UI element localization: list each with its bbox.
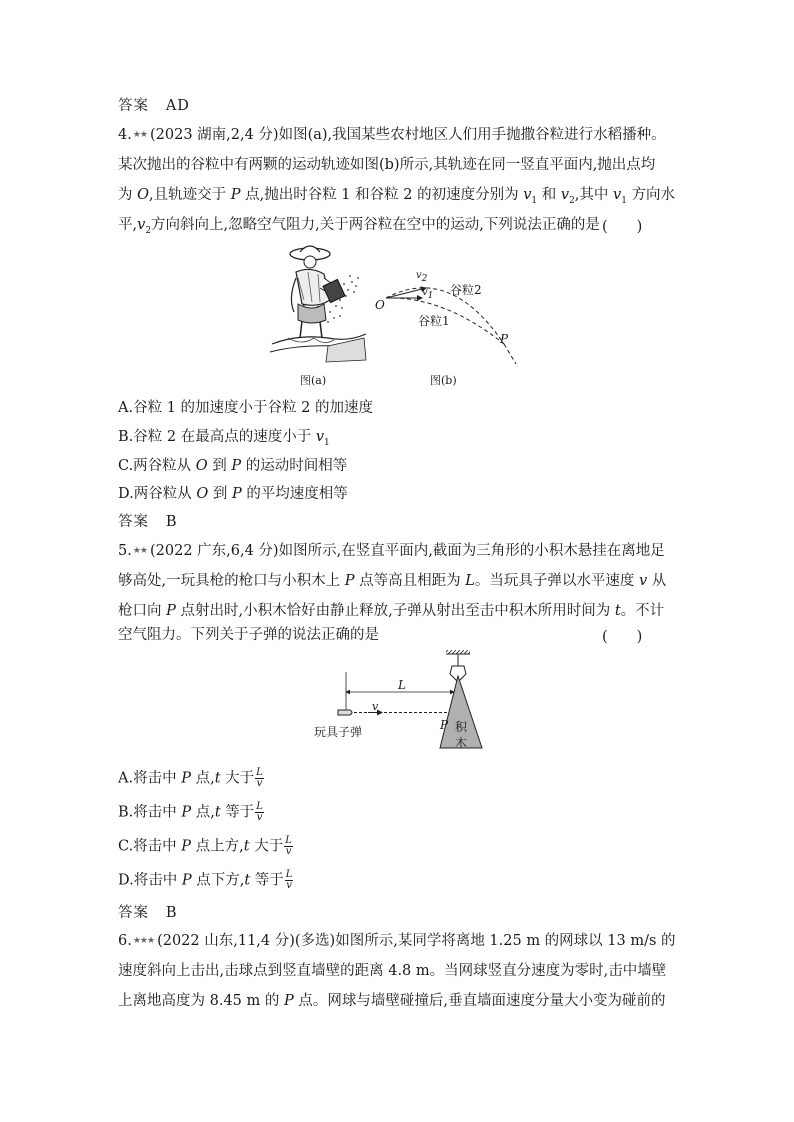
q4-option-b: [118, 427, 330, 453]
text: 方向水: [631, 187, 676, 203]
var-P: P: [344, 573, 355, 589]
var-L: L: [465, 573, 475, 589]
question-text: 速度斜向上击出,击球点到竖直墙壁的距离 4.8 m。当网球竖直分速度为零时,击中墙壁: [118, 963, 667, 979]
subscript: 1: [621, 195, 627, 206]
subscript: 1: [427, 291, 434, 301]
var-O: O: [195, 458, 208, 474]
figure-a-caption: 图(a): [300, 374, 327, 387]
denominator: v: [285, 846, 292, 857]
option-text: D.两谷粒从: [118, 486, 192, 502]
figure-b-label-grain1: 谷粒1: [418, 314, 450, 328]
subscript: 2: [569, 195, 575, 206]
answer-label: 答案: [118, 514, 149, 530]
text: 上离地高度为 8.45 m 的: [118, 993, 280, 1009]
option-text: 点上方,: [195, 838, 244, 855]
answer-value: B: [165, 905, 178, 921]
var-P: P: [230, 187, 241, 203]
question-text: 如图(a),我国某些农村地区人们用手抛撒谷粒进行水稻播种。: [278, 127, 666, 143]
var-t: t: [244, 872, 251, 889]
q5-line4: [118, 625, 379, 645]
text: 够高处,一玩具枪的枪口与小积木上: [118, 573, 341, 589]
question-number: 4.: [118, 127, 132, 143]
text: 平,: [118, 217, 138, 233]
var-P: P: [231, 486, 242, 502]
option-text: 的运动时间相等: [245, 458, 348, 474]
var-P: P: [166, 603, 176, 619]
text: 和: [541, 187, 557, 203]
text: 点。网球与墙壁碰撞后,垂直墙面速度分量大小变为碰前的: [298, 993, 666, 1009]
answer-blank: ( ): [602, 629, 643, 645]
text: 方向斜向上,忽略空气阻力,关于两谷粒在空中的运动,下列说法正确的是: [151, 217, 600, 233]
q4-line2: [118, 155, 655, 175]
var-v: v: [613, 187, 622, 203]
question-source: (2022 广东,6,4 分): [149, 543, 279, 559]
q5-option-b: [118, 802, 264, 823]
answer-value: AD: [165, 98, 190, 114]
difficulty-stars: ★★★: [132, 936, 155, 946]
var-P: P: [181, 872, 192, 889]
option-text: C.两谷粒从: [118, 458, 192, 474]
option-text: 点下方,: [196, 872, 245, 889]
option-text: 等于: [225, 804, 255, 821]
var-O: O: [196, 486, 209, 502]
figure-label-v: v: [372, 700, 379, 713]
question-text: 如图所示,在竖直平面内,截面为三角形的小积木悬挂在离地足: [278, 543, 665, 559]
text: ,其中: [574, 187, 609, 203]
option-text: 大于: [254, 838, 284, 855]
answer-value: B: [165, 514, 178, 530]
question-source: (2022 山东,11,4 分): [157, 933, 295, 949]
figure-label-P: P: [440, 718, 449, 732]
var-v: v: [638, 573, 648, 589]
q5-line3: [118, 601, 664, 621]
question-text: (多选)如图所示,某同学将离地 1.25 m 的网球以 13 m/s 的: [294, 933, 676, 949]
var-v: v: [523, 187, 532, 203]
q4-line1: [118, 125, 666, 145]
var-P: P: [283, 993, 294, 1009]
text: ,且轨迹交于: [149, 187, 227, 203]
text: 。当玩具子弹以水平速度: [474, 573, 635, 589]
question-source: (2023 湖南,2,4 分): [149, 127, 279, 143]
fraction-L-over-v: [255, 802, 264, 823]
text: 点射出时,小积木恰好由静止释放,子弹从射出至击中积木所用时间为: [180, 603, 611, 619]
subscript: 2: [145, 225, 152, 236]
option-text: 点,: [195, 770, 215, 787]
q4-option-c: [118, 456, 347, 476]
farmer-illustration: [268, 238, 368, 363]
figure-b-label-v2: [416, 270, 427, 284]
option-text: C.将击中: [118, 838, 177, 855]
q5-option-c: [118, 836, 293, 857]
figure-label-block: 积: [455, 720, 468, 734]
numerator: L: [256, 767, 263, 778]
var-t: t: [614, 603, 621, 619]
option-text: 大于: [225, 770, 255, 787]
q5-option-d: [118, 870, 293, 891]
q5-line1: [118, 541, 665, 561]
q4-line3: [118, 185, 675, 211]
option-text: 的平均速度相等: [246, 486, 348, 502]
text: 为: [118, 187, 133, 203]
option-text: B.将击中: [118, 804, 177, 821]
option-text: 到: [212, 458, 227, 474]
question-text: 空气阻力。下列关于子弹的说法正确的是: [118, 627, 379, 643]
var-v: v: [416, 270, 422, 281]
figure-b-label-grain2: 谷粒2: [450, 283, 482, 297]
fraction-L-over-v: [284, 836, 293, 857]
q6-line2: [118, 961, 666, 981]
var-P: P: [181, 838, 192, 855]
text: 从: [651, 573, 667, 589]
numerator: L: [256, 801, 263, 812]
option-text: A.将击中: [118, 770, 177, 787]
q6-line3: [118, 991, 665, 1011]
var-P: P: [181, 770, 191, 787]
figure-a-farmer: [268, 238, 368, 363]
difficulty-stars: ★★: [132, 546, 147, 556]
answer-label: 答案: [118, 905, 149, 921]
var-O: O: [137, 187, 149, 203]
figure-label-block: 木: [455, 736, 468, 750]
figure-b-caption: 图(b): [430, 374, 457, 387]
option-text: 点,: [195, 804, 215, 821]
text: 点,抛出时谷粒 1 和谷粒 2 的初速度分别为: [245, 187, 519, 203]
fraction-L-over-v: [255, 768, 264, 789]
denominator: v: [286, 880, 292, 891]
fraction-L-over-v: [285, 870, 294, 891]
answer-blank: ( ): [602, 219, 643, 235]
q4-line4: [118, 215, 600, 241]
q4-option-d: [118, 484, 348, 504]
question-number: 6.: [118, 933, 132, 949]
figure-label-L: L: [398, 678, 406, 692]
denominator: v: [256, 812, 263, 823]
denominator: v: [256, 778, 263, 789]
text: 点等高且相距为: [359, 573, 461, 589]
q6-line1: [118, 931, 676, 951]
option-text: A.谷粒 1 的加速度小于谷粒 2 的加速度: [118, 400, 373, 416]
var-t: t: [243, 838, 250, 855]
var-v: v: [137, 217, 146, 233]
q5-option-a: [118, 768, 264, 789]
figure-b-label-v1: [422, 287, 433, 301]
answer-label: 答案: [118, 98, 149, 114]
subscript: 1: [531, 195, 538, 206]
option-text: B.谷粒 2 在最高点的速度小于: [118, 429, 312, 445]
question-text: 某次抛出的谷粒中有两颗的运动轨迹如图(b)所示,其轨迹在同一竖直平面内,抛出点均: [118, 157, 656, 173]
question-number: 5.: [118, 543, 132, 559]
var-v: v: [560, 187, 570, 203]
q4-option-a: [118, 398, 373, 418]
subscript: 2: [421, 274, 428, 284]
text: 。不计: [620, 603, 665, 619]
figure-label-toy-bullet: 玩具子弹: [314, 725, 363, 739]
var-t: t: [214, 804, 221, 821]
var-t: t: [214, 770, 221, 787]
answer-line-prev: [118, 96, 190, 116]
figure-b-label-O: O: [375, 298, 385, 312]
option-text: 等于: [254, 872, 284, 889]
figure-b-label-P: P: [500, 332, 509, 346]
var-P: P: [231, 458, 242, 474]
option-text: D.将击中: [118, 872, 178, 889]
answer-line-q5: [118, 903, 177, 923]
text: 枪口向: [118, 603, 162, 619]
numerator: L: [285, 835, 292, 846]
answer-line-q4: [118, 512, 177, 532]
var-v: v: [315, 429, 325, 445]
var-P: P: [181, 804, 192, 821]
option-text: 到: [212, 486, 228, 502]
difficulty-stars: ★★: [132, 130, 147, 140]
subscript: 1: [324, 437, 330, 448]
var-v: v: [422, 287, 428, 298]
q5-line2: [118, 571, 666, 591]
numerator: L: [285, 869, 293, 880]
